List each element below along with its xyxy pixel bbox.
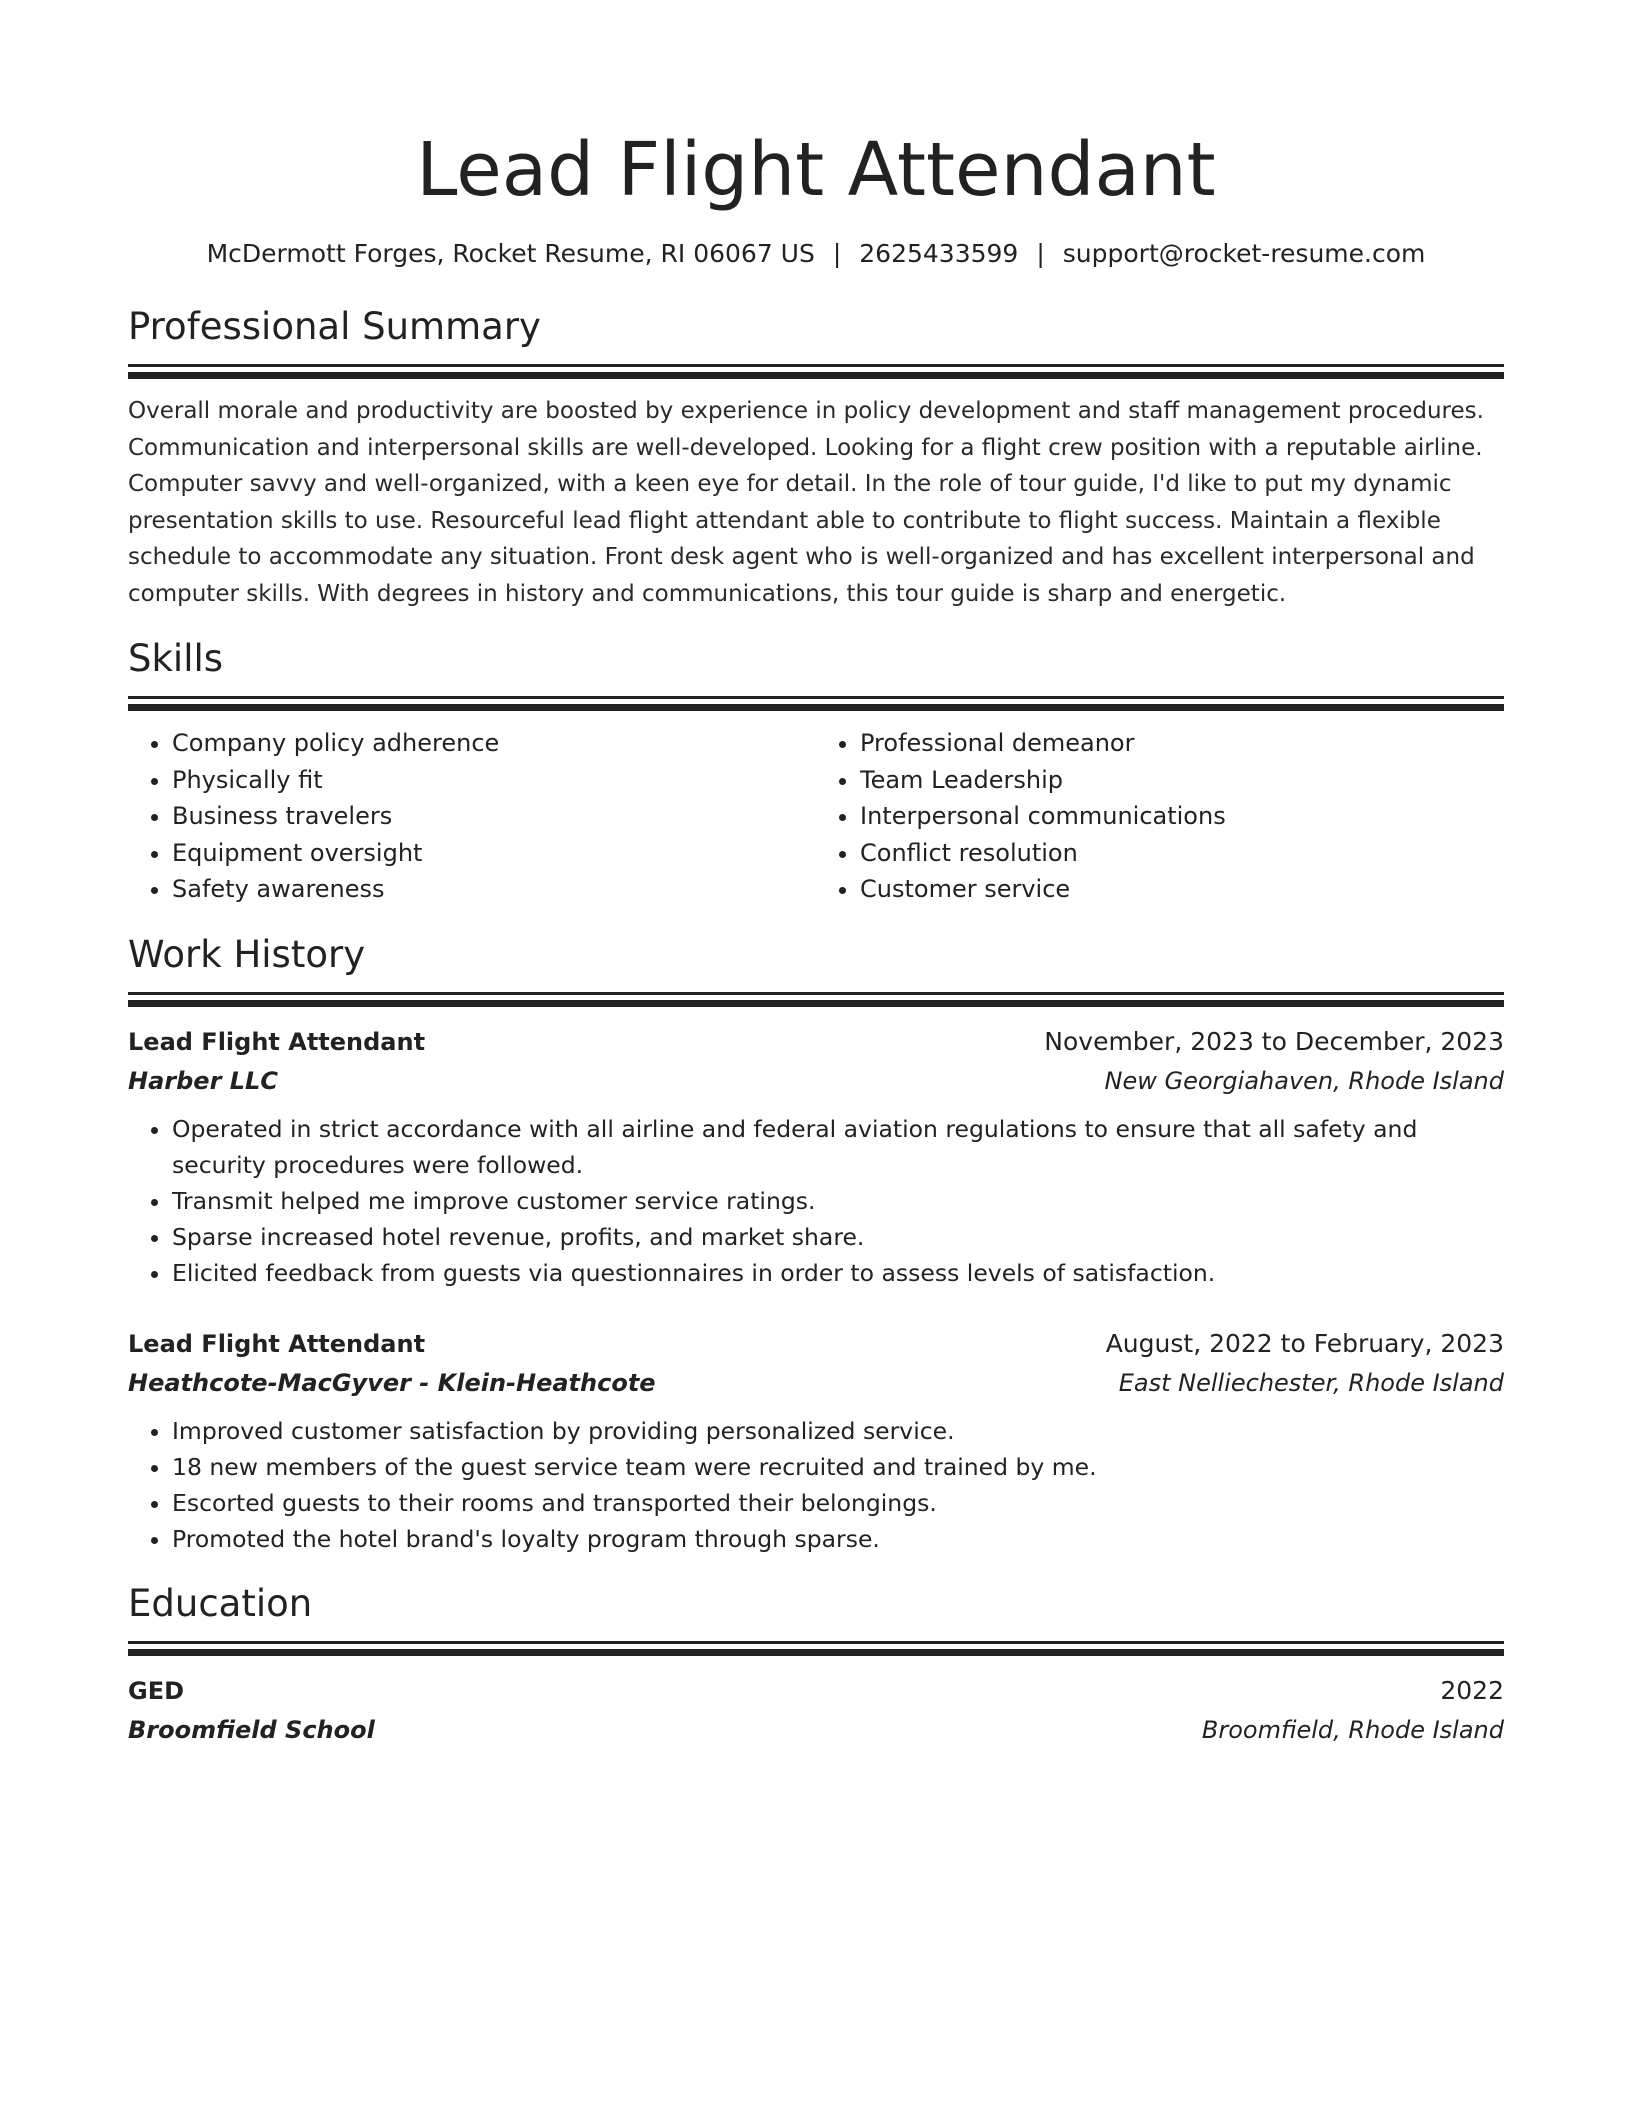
job-entry	[128, 1023, 1504, 1291]
skill-item: • Equipment oversight	[172, 835, 816, 872]
section-divider-thick	[128, 704, 1504, 711]
skill-item: • Conflict resolution	[860, 835, 1504, 872]
skills-column-left	[128, 725, 816, 908]
education-section	[128, 1579, 1504, 1750]
job-company: Harber LLC	[128, 1066, 278, 1095]
section-title-work-history: Work History	[128, 932, 366, 976]
job-bullet: • Elicited feedback from guests via questionnaires in order to assess levels of satisfaction.	[172, 1255, 1504, 1291]
job-bullet: • Transmit helped me improve customer service ratings.	[172, 1183, 1504, 1219]
job-header	[128, 1023, 1504, 1061]
job-bullet: • Promoted the hotel brand's loyalty program through sparse.	[172, 1521, 1504, 1557]
job-dates: August, 2022 to February, 2023	[1105, 1328, 1504, 1358]
summary-section	[128, 302, 1504, 612]
section-divider-thick	[128, 1649, 1504, 1656]
contact-phone: 2625433599	[859, 239, 1019, 268]
contact-separator: |	[832, 239, 842, 268]
section-divider-thick	[128, 372, 1504, 379]
contact-separator: |	[1036, 239, 1045, 268]
education-school: Broomfield School	[128, 1715, 375, 1744]
education-degree: GED	[128, 1676, 185, 1705]
job-bullets	[128, 1111, 1504, 1291]
work-history-section	[128, 930, 1504, 1557]
job-title: Lead Flight Attendant	[128, 1027, 426, 1056]
summary-text: Overall morale and productivity are boosted by experience in policy development and staff management procedures. Communication and interpersonal skills are well-developed. Looking for a flight crew position with a reputable airline. Computer savvy and well-organized, with a keen eye for detail. In the role of tour guide, I'd like to put my dynamic presentation skills to use. Resourceful lead flight attendant able to contribute to flight success. Maintain a flexible schedule to accommodate any situation. Front desk agent who is well-organized and has excellent interpersonal and computer skills. With degrees in history and communications, this tour guide is sharp and energetic.	[128, 398, 1484, 607]
skill-item: • Safety awareness	[172, 871, 816, 908]
section-title-education: Education	[128, 1581, 313, 1625]
education-entry	[128, 1672, 1504, 1750]
section-divider	[128, 696, 1504, 699]
job-location: New Georgiahaven, Rhode Island	[1104, 1066, 1504, 1095]
job-bullet: • Improved customer satisfaction by providing personalized service.	[172, 1413, 1504, 1449]
resume-page	[128, 0, 1504, 1750]
section-divider	[128, 1641, 1504, 1644]
contact-address: McDermott Forges, Rocket Resume, RI 06067 US	[206, 239, 815, 268]
job-bullet: • 18 new members of the guest service team were recruited and trained by me.	[172, 1449, 1504, 1485]
contact-line	[128, 236, 1504, 272]
job-dates: November, 2023 to December, 2023	[1044, 1026, 1504, 1056]
skills-list	[128, 725, 1504, 908]
job-bullets	[128, 1413, 1504, 1557]
job-company: Heathcote-MacGyver - Klein-Heathcote	[128, 1368, 656, 1397]
section-title-skills: Skills	[128, 637, 224, 680]
section-divider	[128, 992, 1504, 995]
job-title: Lead Flight Attendant	[128, 1329, 426, 1358]
skills-section	[128, 634, 1504, 908]
job-entry	[128, 1325, 1504, 1557]
education-location: Broomfield, Rhode Island	[1201, 1715, 1504, 1744]
section-divider	[128, 364, 1504, 367]
job-bullet: • Sparse increased hotel revenue, profits, and market share.	[172, 1219, 1504, 1255]
section-title-summary: Professional Summary	[128, 305, 541, 348]
job-location: East Nelliechester, Rhode Island	[1118, 1368, 1504, 1397]
skill-item: • Interpersonal communications	[860, 798, 1504, 835]
job-subheader	[128, 1061, 1504, 1101]
skill-item: • Company policy adherence	[172, 725, 816, 762]
education-subheader	[128, 1710, 1504, 1750]
job-bullet: • Operated in strict accordance with all airline and federal aviation regulations to ensure that all safety and security procedures were followed.	[172, 1111, 1504, 1183]
skill-item: • Customer service	[860, 871, 1504, 908]
skill-item: • Professional demeanor	[860, 725, 1504, 762]
skill-item: • Business travelers	[172, 798, 816, 835]
education-year: 2022	[1440, 1675, 1504, 1705]
education-header	[128, 1672, 1504, 1710]
skill-item: • Physically fit	[172, 762, 816, 799]
job-subheader	[128, 1363, 1504, 1403]
contact-email: support@rocket-resume.com	[1062, 239, 1426, 268]
job-bullet: • Escorted guests to their rooms and transported their belongings.	[172, 1485, 1504, 1521]
section-divider-thick	[128, 1000, 1504, 1007]
skill-item: • Team Leadership	[860, 762, 1504, 799]
job-header	[128, 1325, 1504, 1363]
resume-name: Lead Flight Attendant	[416, 127, 1216, 213]
skills-column-right	[816, 725, 1504, 908]
